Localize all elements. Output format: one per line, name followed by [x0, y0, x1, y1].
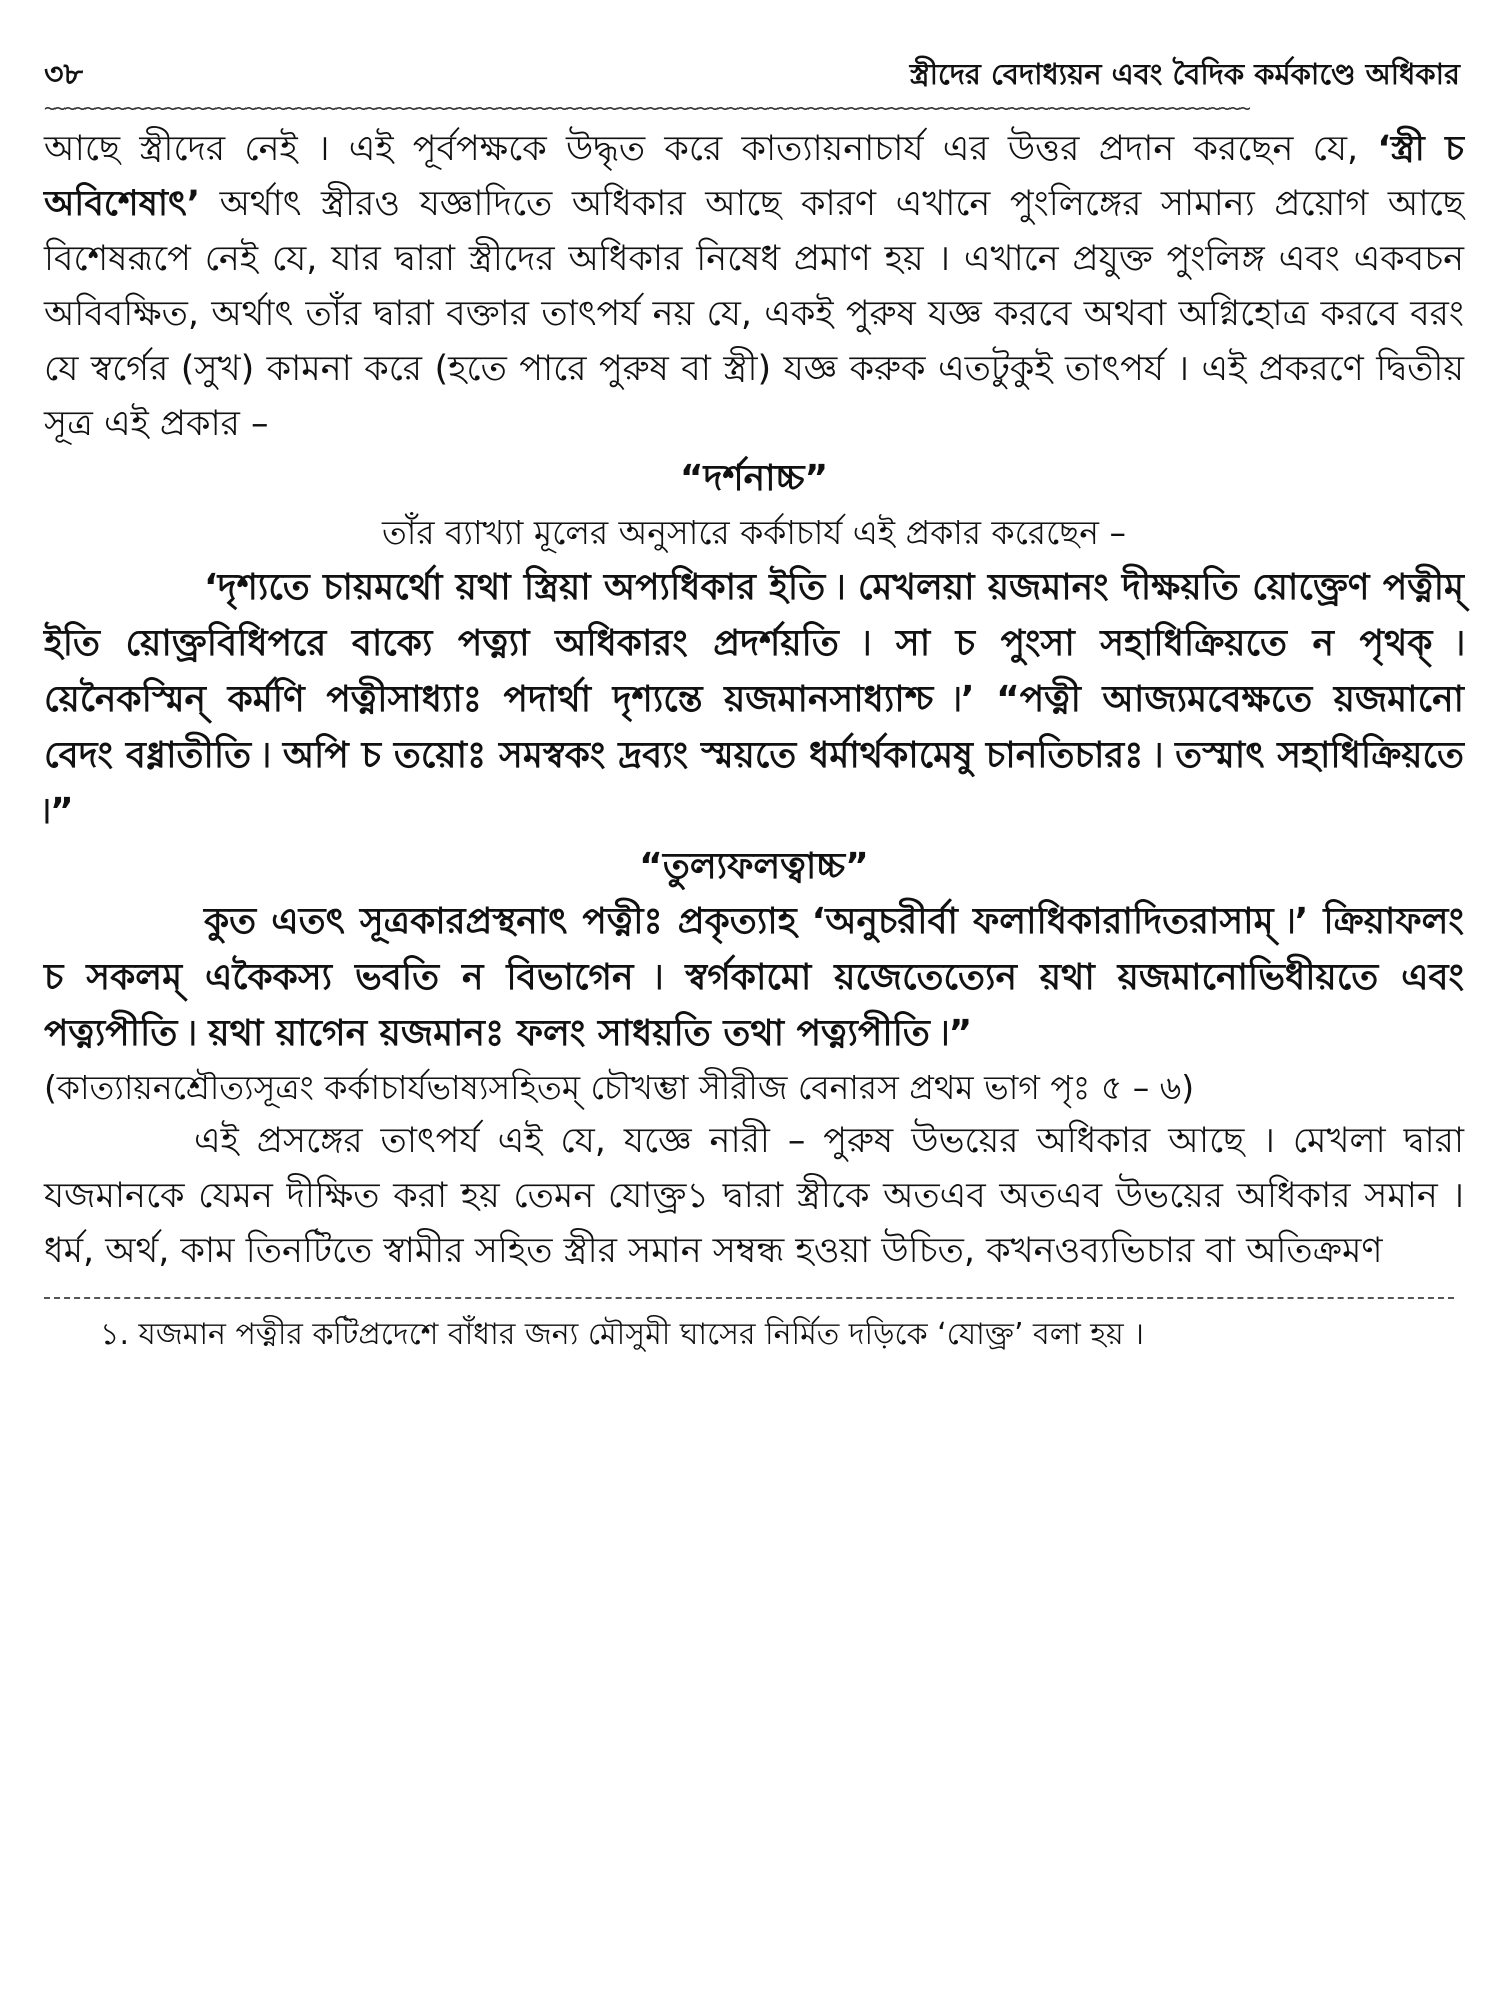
- page-number: ৩৮: [44, 57, 83, 92]
- footnote-divider: [44, 1297, 1454, 1299]
- sutra-2-title: “তুল্যফলত্বাচ্চ”: [639, 846, 869, 887]
- source-reference: (কাত্যায়নশ্রৌত্যসূত্রং কর্কাচার্যভাষ্যসহিতম্ চৌখম্ভা সীরীজ বেনারস প্রথম ভাগ পৃঃ ৫ – ৬): [44, 1068, 1195, 1107]
- footnote: ১. যজমান পত্নীর কটিপ্রদেশে বাঁধার জন্য মৌসুমী ঘাসের নির্মিত দড়িকে ‘যোক্ত্র’ বলা হয় ।: [100, 1317, 1144, 1352]
- page-header: [44, 50, 1464, 96]
- paragraph-1: [44, 122, 1464, 452]
- paragraph-1-quote: ‘স্ত্রী চ অবিশেষাৎ’: [44, 129, 1464, 224]
- paragraph-1-rest: অর্থাৎ স্ত্রীরও যজ্ঞাদিতে অধিকার আছে কারণ এখানে পুংলিঙ্গের সামান্য প্রয়োগ আছে বিশেষরূপে নেই যে, যার দ্বারা স্ত্রীদের অধিকার নিষেধ প্রমাণ হয় । এখানে প্রযুক্ত পুংলিঙ্গ এবং একবচন অবিবক্ষিত, অর্থাৎ তাঁর দ্বারা বক্তার তাৎপর্য নয় যে, একই পুরুষ যজ্ঞ করবে অথবা অগ্নিহোত্র করবে বরং যে স্বর্গের (সুখ) কামনা করে (হতে পারে পুরুষ বা স্ত্রী) যজ্ঞ করুক এতটুকুই তাৎপর্য । এই প্রকরণে দ্বিতীয় সূত্র এই প্রকার –: [44, 184, 1464, 444]
- sutra-1-intro: তাঁর ব্যাখ্যা মূলের অনুসারে কর্কাচার্য এই প্রকার করেছেন –: [382, 513, 1126, 552]
- running-title: স্ত্রীদের বেদাধ্যয়ন এবং বৈদিক কর্মকাণ্ডে অধিকার: [909, 57, 1460, 91]
- header-tilde-rule: ~~~~~~~~~~~~~~~~~~~~~~~~~~~~~~~~~~~~~~~~~~~~~~~~~~~~~~~~~~~~~~~~~~~~~~~~~~~~~~~~~~~~~~~~~~~~~~~~~~~~~~~~~~~~~~~~~~~~~~~~: [44, 96, 1249, 120]
- sutra-2-commentary: কুত এতৎ সূত্রকারপ্রস্থনাৎ পত্নীঃ প্রকৃত্যাহ ‘অনুচরীর্বা ফলাধিকারাদিতরাসাম্ ৷’ ক্রিয়াফলং চ সকলম্ একৈকস্য ভবতি ন বিভাগেন ৷ স্বর্গকামো য়জেতেত্যেন য়থা য়জমানোভিধীয়তে এবং পত্ন্যপীতি ৷ য়থা য়াগেন য়জমানঃ ফলং সাধয়তি তথা পত্ন্যপীতি ৷”: [44, 901, 1464, 1054]
- sutra-1-title: “দর্শনাচ্চ”: [679, 458, 829, 499]
- page: [44, 50, 1464, 1359]
- sutra-1-commentary: ‘দৃশ্যতে চায়মর্থো য়থা স্ত্রিয়া অপ্যধিকার ইতি ৷ মেখলয়া য়জমানং দীক্ষয়তি য়োক্ত্রেণ পত্নীম্ ইতি য়োক্ত্রবিধিপরে বাক্যে পত্ন্যা অধিকারং প্রদর্শয়তি ৷ সা চ পুংসা সহাধিক্রিয়তে ন পৃথক্ ৷ য়েনৈকস্মিন্ কর্মণি পত্নীসাধ্যাঃ পদার্থা দৃশ্যন্তে য়জমানসাধ্যাশ্চ ৷’ “পত্নী আজ্যমবেক্ষতে য়জমানো বেদং বধ্নাতীতি ৷ অপি চ তয়োঃ সমস্বকং দ্রব্যং স্ময়তে ধর্মার্থকামেষু চানতিচারঃ ৷ তস্মাৎ সহাধিক্রিয়তে ৷”: [44, 567, 1464, 832]
- paragraph-1-start: আছে স্ত্রীদের নেই । এই পূর্বপক্ষকে উদ্ধৃত করে কাত্যায়নাচার্য এর উত্তর প্রদান করছেন যে,: [44, 129, 1378, 169]
- paragraph-final: এই প্রসঙ্গের তাৎপর্য এই যে, যজ্ঞে নারী – পুরুষ উভয়ের অধিকার আছে । মেখলা দ্বারা যজমানকে যেমন দীক্ষিত করা হয় তেমন যোক্ত্র১ দ্বারা স্ত্রীকে অতএব অতএব উভয়ের অধিকার সমান । ধর্ম, অর্থ, কাম তিনটিতে স্বামীর সহিত স্ত্রীর সমান সম্বন্ধ হওয়া উচিত, কখনওব্যভিচার বা অতিক্রমণ: [44, 1121, 1464, 1271]
